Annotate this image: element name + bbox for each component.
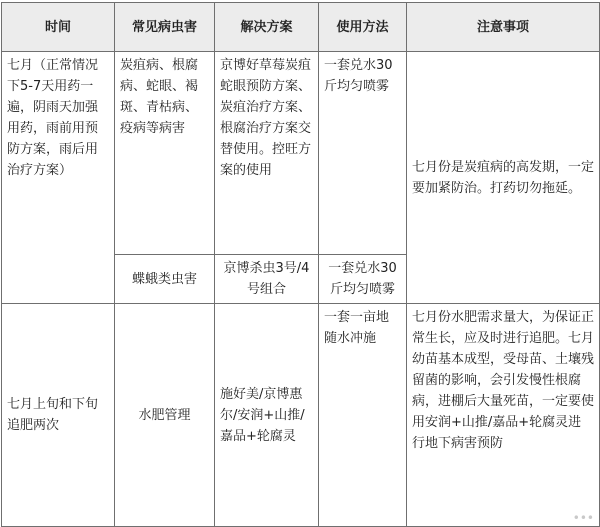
- table-row: [2, 304, 600, 527]
- cell-solution: 京博杀虫3号/4号组合: [215, 255, 319, 304]
- header-solution: 解决方案: [215, 3, 319, 52]
- cell-time: 七月（正常情况下5-7天用药一遍，阴雨天加强用药，雨前用预防方案，雨后用治疗方案）: [2, 52, 115, 304]
- header-pests: 常见病虫害: [115, 3, 215, 52]
- cell-notes: 七月份是炭疽病的高发期，一定要加紧防治。打药切勿拖延。: [407, 52, 600, 304]
- table-row: [2, 52, 600, 255]
- cell-solution: 施好美/京博惠尔/安润+山推/嘉品+轮腐灵: [215, 304, 319, 527]
- cell-method: 一套一亩地随水冲施: [319, 304, 407, 527]
- watermark-logo: •••: [572, 511, 594, 525]
- cell-pests: 水肥管理: [115, 304, 215, 527]
- cell-pests: 炭疽病、根腐病、蛇眼、褐斑、青枯病、疫病等病害: [115, 52, 215, 255]
- cell-method: 一套兑水30斤均匀喷雾: [319, 255, 407, 304]
- header-time: 时间: [2, 3, 115, 52]
- header-notes: 注意事项: [407, 3, 600, 52]
- cell-notes: 七月份水肥需求量大，为保证正常生长，应及时进行追肥。七月幼苗基本成型，受母苗、土壤残留菌的影响，会引发慢性根腐病，进棚后大量死苗，一定要使用安润+山推/嘉品+轮腐灵进行地下病害预防: [407, 304, 600, 527]
- header-method: 使用方法: [319, 3, 407, 52]
- cell-time: 七月上旬和下旬追肥两次: [2, 304, 115, 527]
- cell-solution: 京博好草莓炭疽蛇眼预防方案、炭疽治疗方案、根腐治疗方案交替使用。控旺方案的使用: [215, 52, 319, 255]
- pest-control-table: [1, 2, 600, 527]
- cell-pests: 蝶蛾类虫害: [115, 255, 215, 304]
- cell-method: 一套兑水30斤均匀喷雾: [319, 52, 407, 255]
- header-row: [2, 3, 600, 52]
